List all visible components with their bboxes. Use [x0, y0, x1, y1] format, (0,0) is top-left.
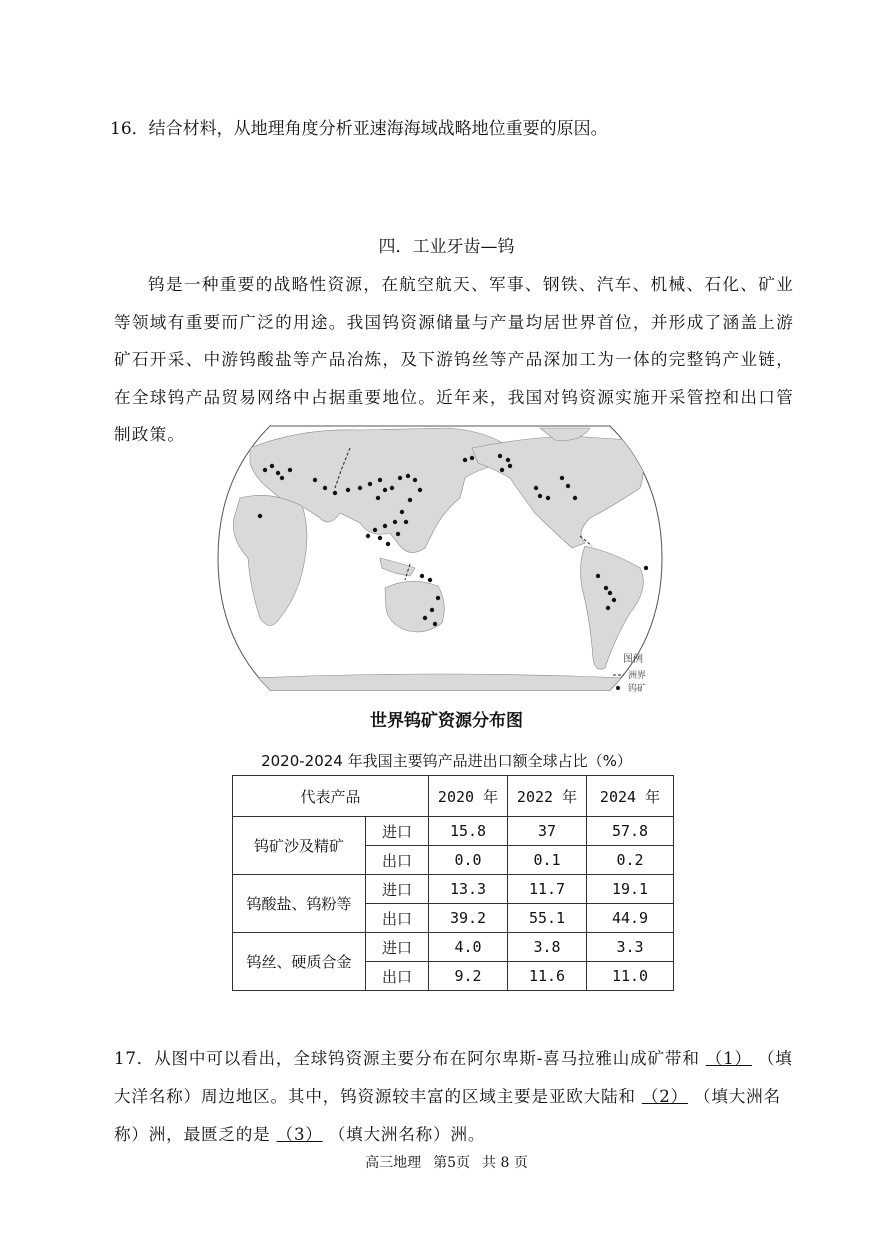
q17-text-3: （填大洲名称）洲，最匮乏的是 [114, 1087, 781, 1144]
tungsten-deposit-dot [386, 542, 390, 546]
answer-blank-1[interactable]: （1） [705, 1049, 752, 1068]
tungsten-deposit-dot [500, 468, 504, 472]
tungsten-deposit-dot [498, 454, 502, 458]
tungsten-deposit-dot [423, 616, 427, 620]
trade-type: 进口 [366, 933, 429, 962]
answer-blank-3[interactable]: （3） [276, 1125, 323, 1144]
tungsten-deposit-dot [368, 482, 372, 486]
antarctica-landmass [210, 674, 670, 698]
tungsten-deposit-dot [506, 458, 510, 462]
trade-type: 进口 [366, 875, 429, 904]
page-footer [0, 1152, 893, 1172]
value-2022: 0.1 [508, 846, 587, 875]
header-2022: 2022 年 [508, 776, 587, 817]
tungsten-deposit-dot [604, 586, 608, 590]
tungsten-deposit-dot [546, 496, 550, 500]
tungsten-deposit-dot [508, 464, 512, 468]
tungsten-deposit-dot [612, 598, 616, 602]
world-tungsten-map [210, 418, 670, 698]
value-2024: 11.0 [587, 962, 674, 991]
tungsten-deposit-dot [406, 474, 410, 478]
value-2022: 37 [508, 817, 587, 846]
table-title: 2020-2024 年我国主要钨产品进出口额全球占比（%） [261, 752, 632, 770]
tungsten-deposit-dot [398, 476, 402, 480]
tungsten-deposit-dot [418, 488, 422, 492]
map-title: 世界钨矿资源分布图 [370, 711, 523, 731]
tungsten-deposit-dot [288, 468, 292, 472]
footer-subject: 高三地理 [365, 1155, 422, 1171]
question-16: 16．结合材料，从地理角度分析亚速海海域战略地位重要的原因。 [110, 119, 608, 139]
value-2022: 55.1 [508, 904, 587, 933]
value-2020: 15.8 [429, 817, 508, 846]
trade-type: 出口 [366, 904, 429, 933]
tungsten-deposit-dot [404, 520, 408, 524]
section-title: 四．工业牙齿—钨 [378, 237, 515, 257]
value-2020: 9.2 [429, 962, 508, 991]
tungsten-deposit-dot [263, 468, 267, 472]
legend-deposit-label: 钨矿 [628, 684, 647, 694]
tungsten-deposit-dot [573, 496, 577, 500]
tungsten-deposit-dot [373, 528, 377, 532]
tungsten-deposit-dot [280, 476, 284, 480]
tungsten-deposit-dot [378, 478, 382, 482]
value-2024: 0.2 [587, 846, 674, 875]
map-svg [210, 418, 670, 698]
value-2024: 44.9 [587, 904, 674, 933]
tungsten-deposit-dot [383, 524, 387, 528]
tungsten-deposit-dot [378, 536, 382, 540]
tungsten-deposit-dot [430, 608, 434, 612]
value-2022: 3.8 [508, 933, 587, 962]
tungsten-deposit-dot [313, 478, 317, 482]
tungsten-deposit-dot [606, 606, 610, 610]
tungsten-deposit-dot [560, 476, 564, 480]
table-row [233, 875, 674, 904]
tungsten-deposit-dot [470, 456, 474, 460]
table-header-row [233, 776, 674, 817]
tungsten-deposit-dot [390, 486, 394, 490]
table-row [233, 817, 674, 846]
header-product: 代表产品 [233, 776, 429, 817]
tungsten-deposit-dot [608, 591, 612, 595]
tungsten-deposit-dot [436, 596, 440, 600]
tungsten-deposit-dot [323, 486, 327, 490]
intro-paragraph: 钨是一种重要的战略性资源，在航空航天、军事、钢铁、汽车、机械、石化、矿业等领域有重要而广泛的用途。我国钨资源储量与产量均居世界首位，并形成了涵盖上游矿石开采、中游钨酸盐等产品冶炼，及下游钨丝等产品深加工为一体的完整钨产业链，在全球钨产品贸易网络中占据重要地位。近年来，我国对钨资源实施开采管控和出口管制政策。 [114, 275, 794, 444]
tungsten-deposit-dot [413, 478, 417, 482]
tungsten-deposit-dot [358, 486, 362, 490]
tungsten-deposit-dot [538, 494, 542, 498]
answer-blank-2[interactable]: （2） [641, 1087, 688, 1106]
tungsten-deposit-dot [346, 488, 350, 492]
tungsten-deposit-dot [408, 498, 412, 502]
footer-total: 共 8 页 [482, 1155, 528, 1171]
tungsten-deposit-dot [376, 496, 380, 500]
tungsten-deposit-dot [258, 514, 262, 518]
tungsten-deposit-dot [393, 520, 397, 524]
value-2020: 4.0 [429, 933, 508, 962]
value-2022: 11.6 [508, 962, 587, 991]
tungsten-deposit-dot [534, 486, 538, 490]
tungsten-deposit-dot [396, 532, 400, 536]
legend-deposit-dot [616, 686, 620, 690]
tungsten-deposit-dot [400, 510, 404, 514]
product-name: 钨矿沙及精矿 [233, 817, 366, 875]
tungsten-deposit-dot [433, 622, 437, 626]
value-2024: 57.8 [587, 817, 674, 846]
q17-text-2: （填大洋名称）周边地区。其中，钨资源较丰富的区域主要是亚欧大陆和 [114, 1049, 793, 1106]
tungsten-deposit-dot [366, 534, 370, 538]
q17-text-4: （填大洲名称）洲。 [328, 1125, 486, 1144]
tungsten-deposit-dot [333, 491, 337, 495]
legend-boundary-label: 洲界 [628, 671, 647, 681]
value-2020: 13.3 [429, 875, 508, 904]
tungsten-deposit-dot [463, 458, 467, 462]
legend-title: 图例 [623, 654, 643, 665]
value-2022: 11.7 [508, 875, 587, 904]
product-name: 钨酸盐、钨粉等 [233, 875, 366, 933]
tungsten-deposit-dot [420, 574, 424, 578]
trade-type: 进口 [366, 817, 429, 846]
tungsten-deposit-dot [428, 578, 432, 582]
header-2020: 2020 年 [429, 776, 508, 817]
value-2024: 19.1 [587, 875, 674, 904]
tungsten-deposit-dot [644, 566, 648, 570]
tungsten-deposit-dot [270, 464, 274, 468]
question-17 [114, 1040, 794, 1154]
header-2024: 2024 年 [587, 776, 674, 817]
value-2020: 0.0 [429, 846, 508, 875]
footer-page: 第5页 [433, 1155, 471, 1171]
tungsten-deposit-dot [596, 574, 600, 578]
trade-share-table [232, 775, 674, 991]
value-2024: 3.3 [587, 933, 674, 962]
trade-type: 出口 [366, 846, 429, 875]
tungsten-deposit-dot [383, 488, 387, 492]
trade-type: 出口 [366, 962, 429, 991]
table-row [233, 933, 674, 962]
q17-text-1: 17．从图中可以看出，全球钨资源主要分布在阿尔卑斯-喜马拉雅山成矿带和 [114, 1049, 700, 1068]
tungsten-deposit-dot [276, 471, 280, 475]
product-name: 钨丝、硬质合金 [233, 933, 366, 991]
value-2020: 39.2 [429, 904, 508, 933]
tungsten-deposit-dot [566, 484, 570, 488]
